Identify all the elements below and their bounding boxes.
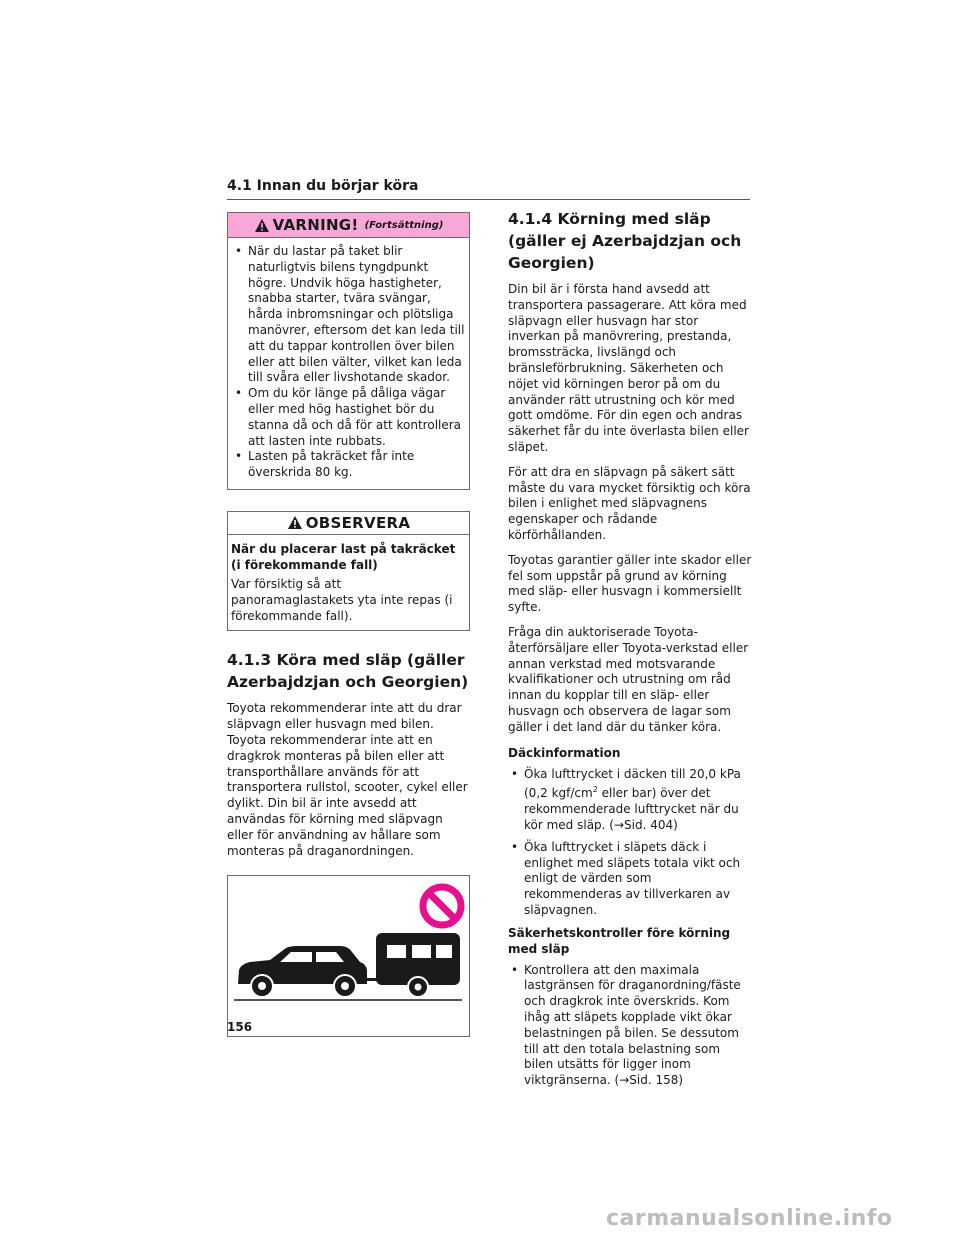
observe-box xyxy=(227,511,470,631)
left-column xyxy=(227,212,470,1037)
trailer-icon xyxy=(376,933,460,997)
warning-box xyxy=(227,212,470,490)
section-4-1-4-paragraph: Din bil är i första hand avsedd att transportera passagerare. Att köra med släpvagn eller husvagn har stor inverkan på manövrering, prestanda, bromssträcka, livslängd och bränsleförbrukning. Säkerheten och nöjet vid körningen beror på om du använder rätt utrustning och kör med gott omdöme. För din egen och andras säkerhet får du inte överlasta bilen eller släpet. xyxy=(508,282,749,454)
observe-subtitle: När du placerar last på takräcket (i förekommande fall) xyxy=(231,541,456,572)
observe-header xyxy=(228,512,469,535)
section-4-1-4-paragraph: Toyotas garantier gäller inte skador eller fel som uppstår på grund av körning med släp- eller husvagn i kommersiellt syfte. xyxy=(508,552,752,615)
section-4-1-3-title: 4.1.3 Köra med släp (gäller Azerbajdzjan och Georgien) xyxy=(227,651,469,692)
illustration-no-towing xyxy=(227,875,470,1037)
watermark: carmanualsonline.info xyxy=(606,1206,893,1231)
tire-item-text: Öka lufttrycket i däcken till 20,0 kPa (0,2 kgf/cm xyxy=(524,766,741,801)
observe-title: OBSERVERA xyxy=(305,513,411,532)
section-4-1-4-title: 4.1.4 Körning med släp (gäller ej Azerbajdzjan och Georgien) xyxy=(508,210,742,272)
warning-header xyxy=(228,213,469,238)
page-number: 156 xyxy=(227,1020,253,1034)
warning-body xyxy=(228,238,469,489)
superscript: 2 xyxy=(592,785,598,795)
tire-info-item xyxy=(508,767,752,834)
warning-title: VARNING! xyxy=(272,216,359,234)
tire-info-heading: Däckinformation xyxy=(508,745,621,760)
right-column xyxy=(508,208,752,1095)
warning-item: • Om du kör länge på dåliga vägar eller med hög hastighet bör du stanna då och då för att kontrollera att lasten inte rubbats. xyxy=(232,386,465,449)
car-trailer-illustration xyxy=(228,876,469,1036)
safety-check-item: • Kontrollera att den maximala lastgränsen för draganordning/fäste och dragkrok inte överskrids. Kom ihåg att släpets kopplade vikt ökar belastningen på bilen. Se dessutom till att den totala belastning som bilen utsätts för ligger inom viktgränserna. (→Sid. 158) xyxy=(508,963,752,1089)
section-header: 4.1 Innan du börjar köra xyxy=(227,178,750,200)
section-4-1-4-paragraph: För att dra en släpvagn på säkert sätt måste du vara mycket försiktig och köra bilen i enlighet med släpvagnens egenskaper och rådande körförhållanden. xyxy=(508,464,751,542)
warning-item: • När du lastar på taket blir naturligtvis bilens tyngdpunkt högre. Undvik höga hastigheter, snabba starter, tvära svängar, hårda inbromsningar och plötsliga manövrer, eftersom det kan leda till att du tappar kontrollen över bilen eller att bilen välter, vilket kan leda till svåra eller livshotande skador. xyxy=(232,244,465,386)
observe-body xyxy=(228,535,469,630)
warning-subtitle: (Fortsättning) xyxy=(364,219,444,231)
section-4-1-3-paragraph: Toyota rekommenderar inte att du drar släpvagn eller husvagn med bilen. Toyota rekommenderar inte att en dragkrok monteras på bilen eller att transporthållare används för att transportera rullstol, scooter, cykel eller dylikt. Din bil är inte avsedd att användas för körning med släpvagn eller för användning av hållare som monteras på draganordningen. xyxy=(227,701,468,858)
tire-info-item: • Öka lufttrycket i släpets däck i enlighet med släpets totala vikt och enligt de värden som rekommenderas av tillverkaren av släpvagnen. xyxy=(508,840,752,919)
safety-check-heading: Säkerhetskontroller före körning med släp xyxy=(508,925,731,956)
section-4-1-4-paragraph: Fråga din auktoriserade Toyota-återförsäljare eller Toyota-verkstad eller annan verkstad med motsvarande kvalifikationer och utrustning om råd innan du kopplar till en släp- eller husvagn och observera de lagar som gäller i det land där du tänker köra. xyxy=(508,624,749,734)
observe-text: Var försiktig så att panoramaglastakets yta inte repas (i förekommande fall). xyxy=(231,576,453,623)
warning-triangle-icon xyxy=(254,218,270,233)
warning-item: • Lasten på takräcket får inte överskrida 80 kg. xyxy=(232,449,465,481)
car-icon xyxy=(238,946,367,997)
tire-item-text: eller bar) över det rekommenderade lufttrycket när du kör med släp. (→Sid. 404) xyxy=(524,786,739,832)
caution-triangle-icon xyxy=(287,515,303,530)
prohibition-icon xyxy=(423,887,461,925)
